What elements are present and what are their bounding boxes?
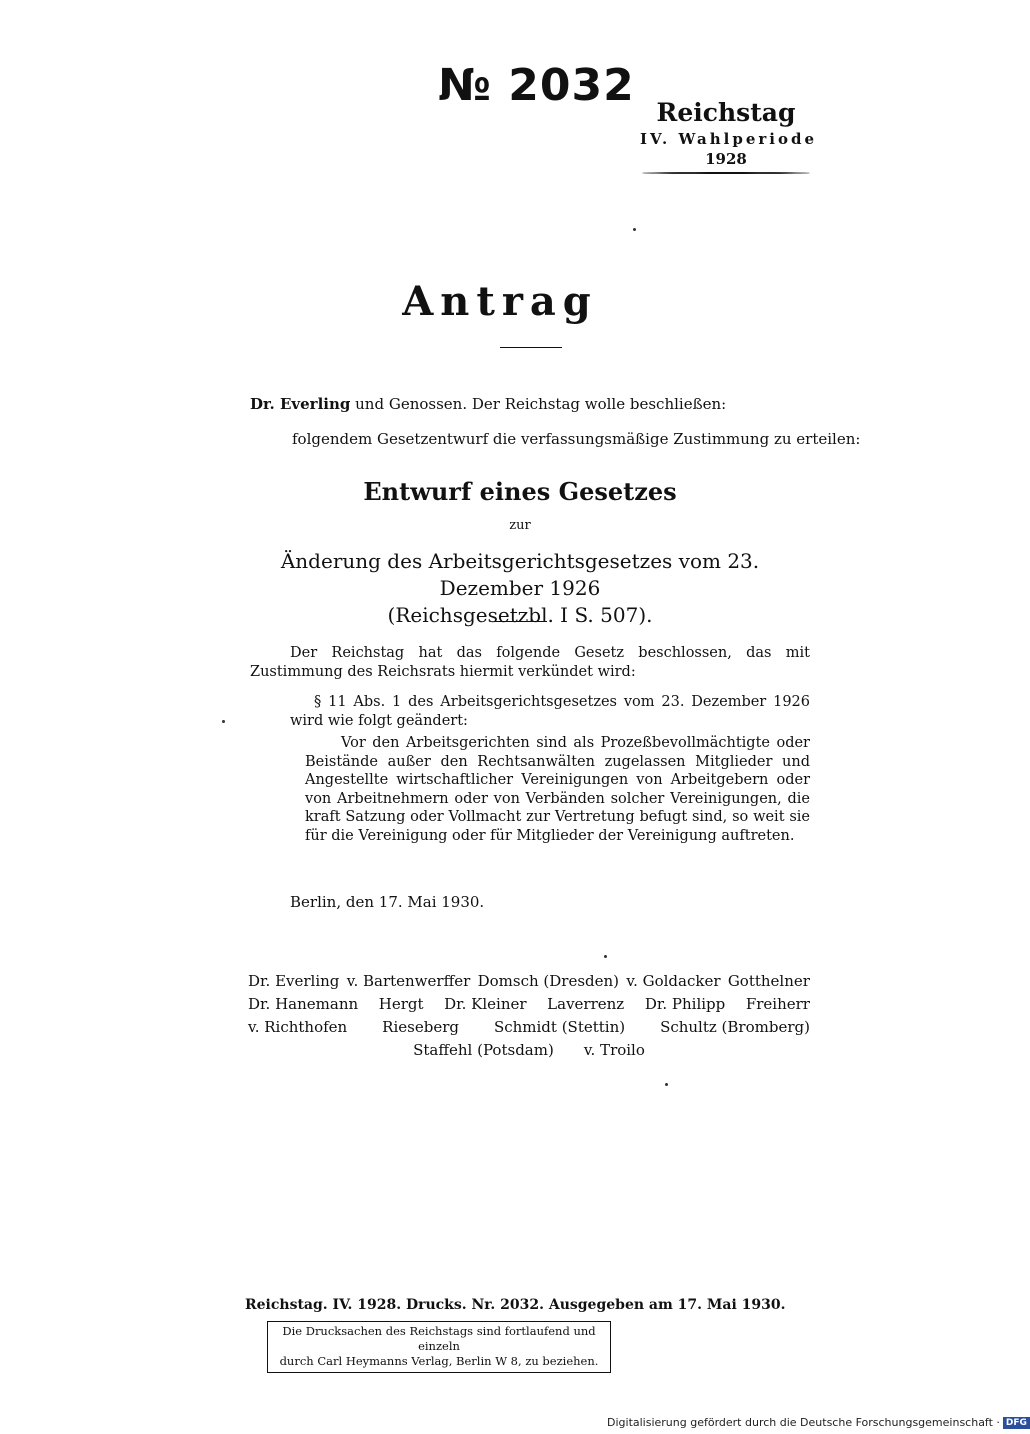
signatory: Rieseberg xyxy=(382,1018,459,1036)
intro-line-2: folgendem Gesetzentwurf die verfassungsmäßige Zustimmung zu erteilen: xyxy=(292,430,861,448)
preamble-paragraph: Der Reichstag hat das folgende Gesetz beschlossen, das mit Zustimmung des Reichsrats hiermit verkündet wird: xyxy=(250,645,810,680)
period-underline xyxy=(642,172,810,174)
signatory: v. Bartenwerffer xyxy=(346,972,471,990)
draft-title: Entwurf eines Gesetzes xyxy=(363,477,677,506)
distribution-notice xyxy=(267,1321,611,1373)
intro-line xyxy=(250,395,726,413)
signatories xyxy=(248,970,810,1062)
legislative-period-box xyxy=(640,98,818,174)
draft-subject-line-1: Änderung des Arbeitsgerichtsgesetzes vom 23. Dezember 1926 xyxy=(280,549,760,600)
digitization-note xyxy=(607,1416,1030,1429)
signatory: Dr. Everling xyxy=(248,972,340,990)
signatory: v. Goldacker xyxy=(626,972,721,990)
signatory: Laverrenz xyxy=(547,995,625,1013)
signatory: Schmidt (Stettin) xyxy=(493,1018,626,1036)
draft-preposition: zur xyxy=(509,518,531,533)
signatory: Gotthelner xyxy=(727,972,810,990)
draft-subject xyxy=(230,548,810,629)
signatory: v. Richthofen xyxy=(248,1018,348,1036)
period-label: IV. Wahlperiode xyxy=(640,130,818,148)
digitization-text: Digitalisierung gefördert durch die Deutsche Forschungsgemeinschaft · xyxy=(607,1416,1000,1429)
scan-speck xyxy=(633,228,636,231)
draft-subject-line-2: (Reichsgesetzbl. I S. 507). xyxy=(387,603,653,627)
signatory-row-1 xyxy=(248,970,810,993)
signatory: Freiherr xyxy=(745,995,810,1013)
period-body: Reichstag xyxy=(656,98,796,127)
section-divider xyxy=(495,621,547,622)
signatory: Dr. Hanemann xyxy=(248,995,359,1013)
document-title: Antrag xyxy=(402,278,598,325)
title-divider xyxy=(500,347,562,348)
signatory: Staffehl (Potsdam) xyxy=(413,1041,554,1059)
document-number: № 2032 xyxy=(438,60,635,111)
amendment-text-paragraph: Vor den Arbeitsgerichten sind als Prozeßbevollmächtigte oder Beistände außer den Rechtsanwälten zugelassen Mitglieder und Angestellte wirtschaftlicher Vereinigungen von Arbeitgebern oder von Arbeitnehmern oder von Verbänden solcher Vereinigungen, die kraft Satzung oder Vollmacht zur Vertretung befugt sind, so weit sie für die Vereinigung oder für Mitglieder der Vereinigung auftreten. xyxy=(305,735,810,844)
signatory: Schultz (Bromberg) xyxy=(660,1018,810,1036)
intro-rest: und Genossen. Der Reichstag wolle beschließen: xyxy=(350,395,727,413)
signatory: Domsch (Dresden) xyxy=(477,972,620,990)
scan-speck xyxy=(604,955,607,958)
signatory-row-3 xyxy=(248,1016,810,1039)
distribution-notice-line-2: durch Carl Heymanns Verlag, Berlin W 8, zu beziehen. xyxy=(279,1354,599,1368)
signatory: Dr. Philipp xyxy=(644,995,726,1013)
scan-speck xyxy=(665,1083,668,1086)
dfg-logo: DFG xyxy=(1003,1417,1030,1429)
amendment-intro-paragraph: § 11 Abs. 1 des Arbeitsgerichtsgesetzes vom 23. Dezember 1926 wird wie folgt geändert: xyxy=(290,694,810,729)
signatory: Hergt xyxy=(378,995,424,1013)
signatory: Dr. Kleiner xyxy=(444,995,527,1013)
distribution-notice-line-1: Die Drucksachen des Reichstags sind fortlaufend und einzeln xyxy=(282,1324,596,1353)
signatory-row-4 xyxy=(248,1039,810,1062)
signatory-row-2 xyxy=(248,993,810,1016)
intro-author: Dr. Everling xyxy=(250,395,351,413)
period-year: 1928 xyxy=(705,150,747,168)
signatory: v. Troilo xyxy=(583,1041,645,1059)
scan-speck xyxy=(222,720,225,723)
place-and-date: Berlin, den 17. Mai 1930. xyxy=(290,893,485,911)
print-footer: Reichstag. IV. 1928. Drucks. Nr. 2032. Ausgegeben am 17. Mai 1930. xyxy=(245,1297,786,1313)
